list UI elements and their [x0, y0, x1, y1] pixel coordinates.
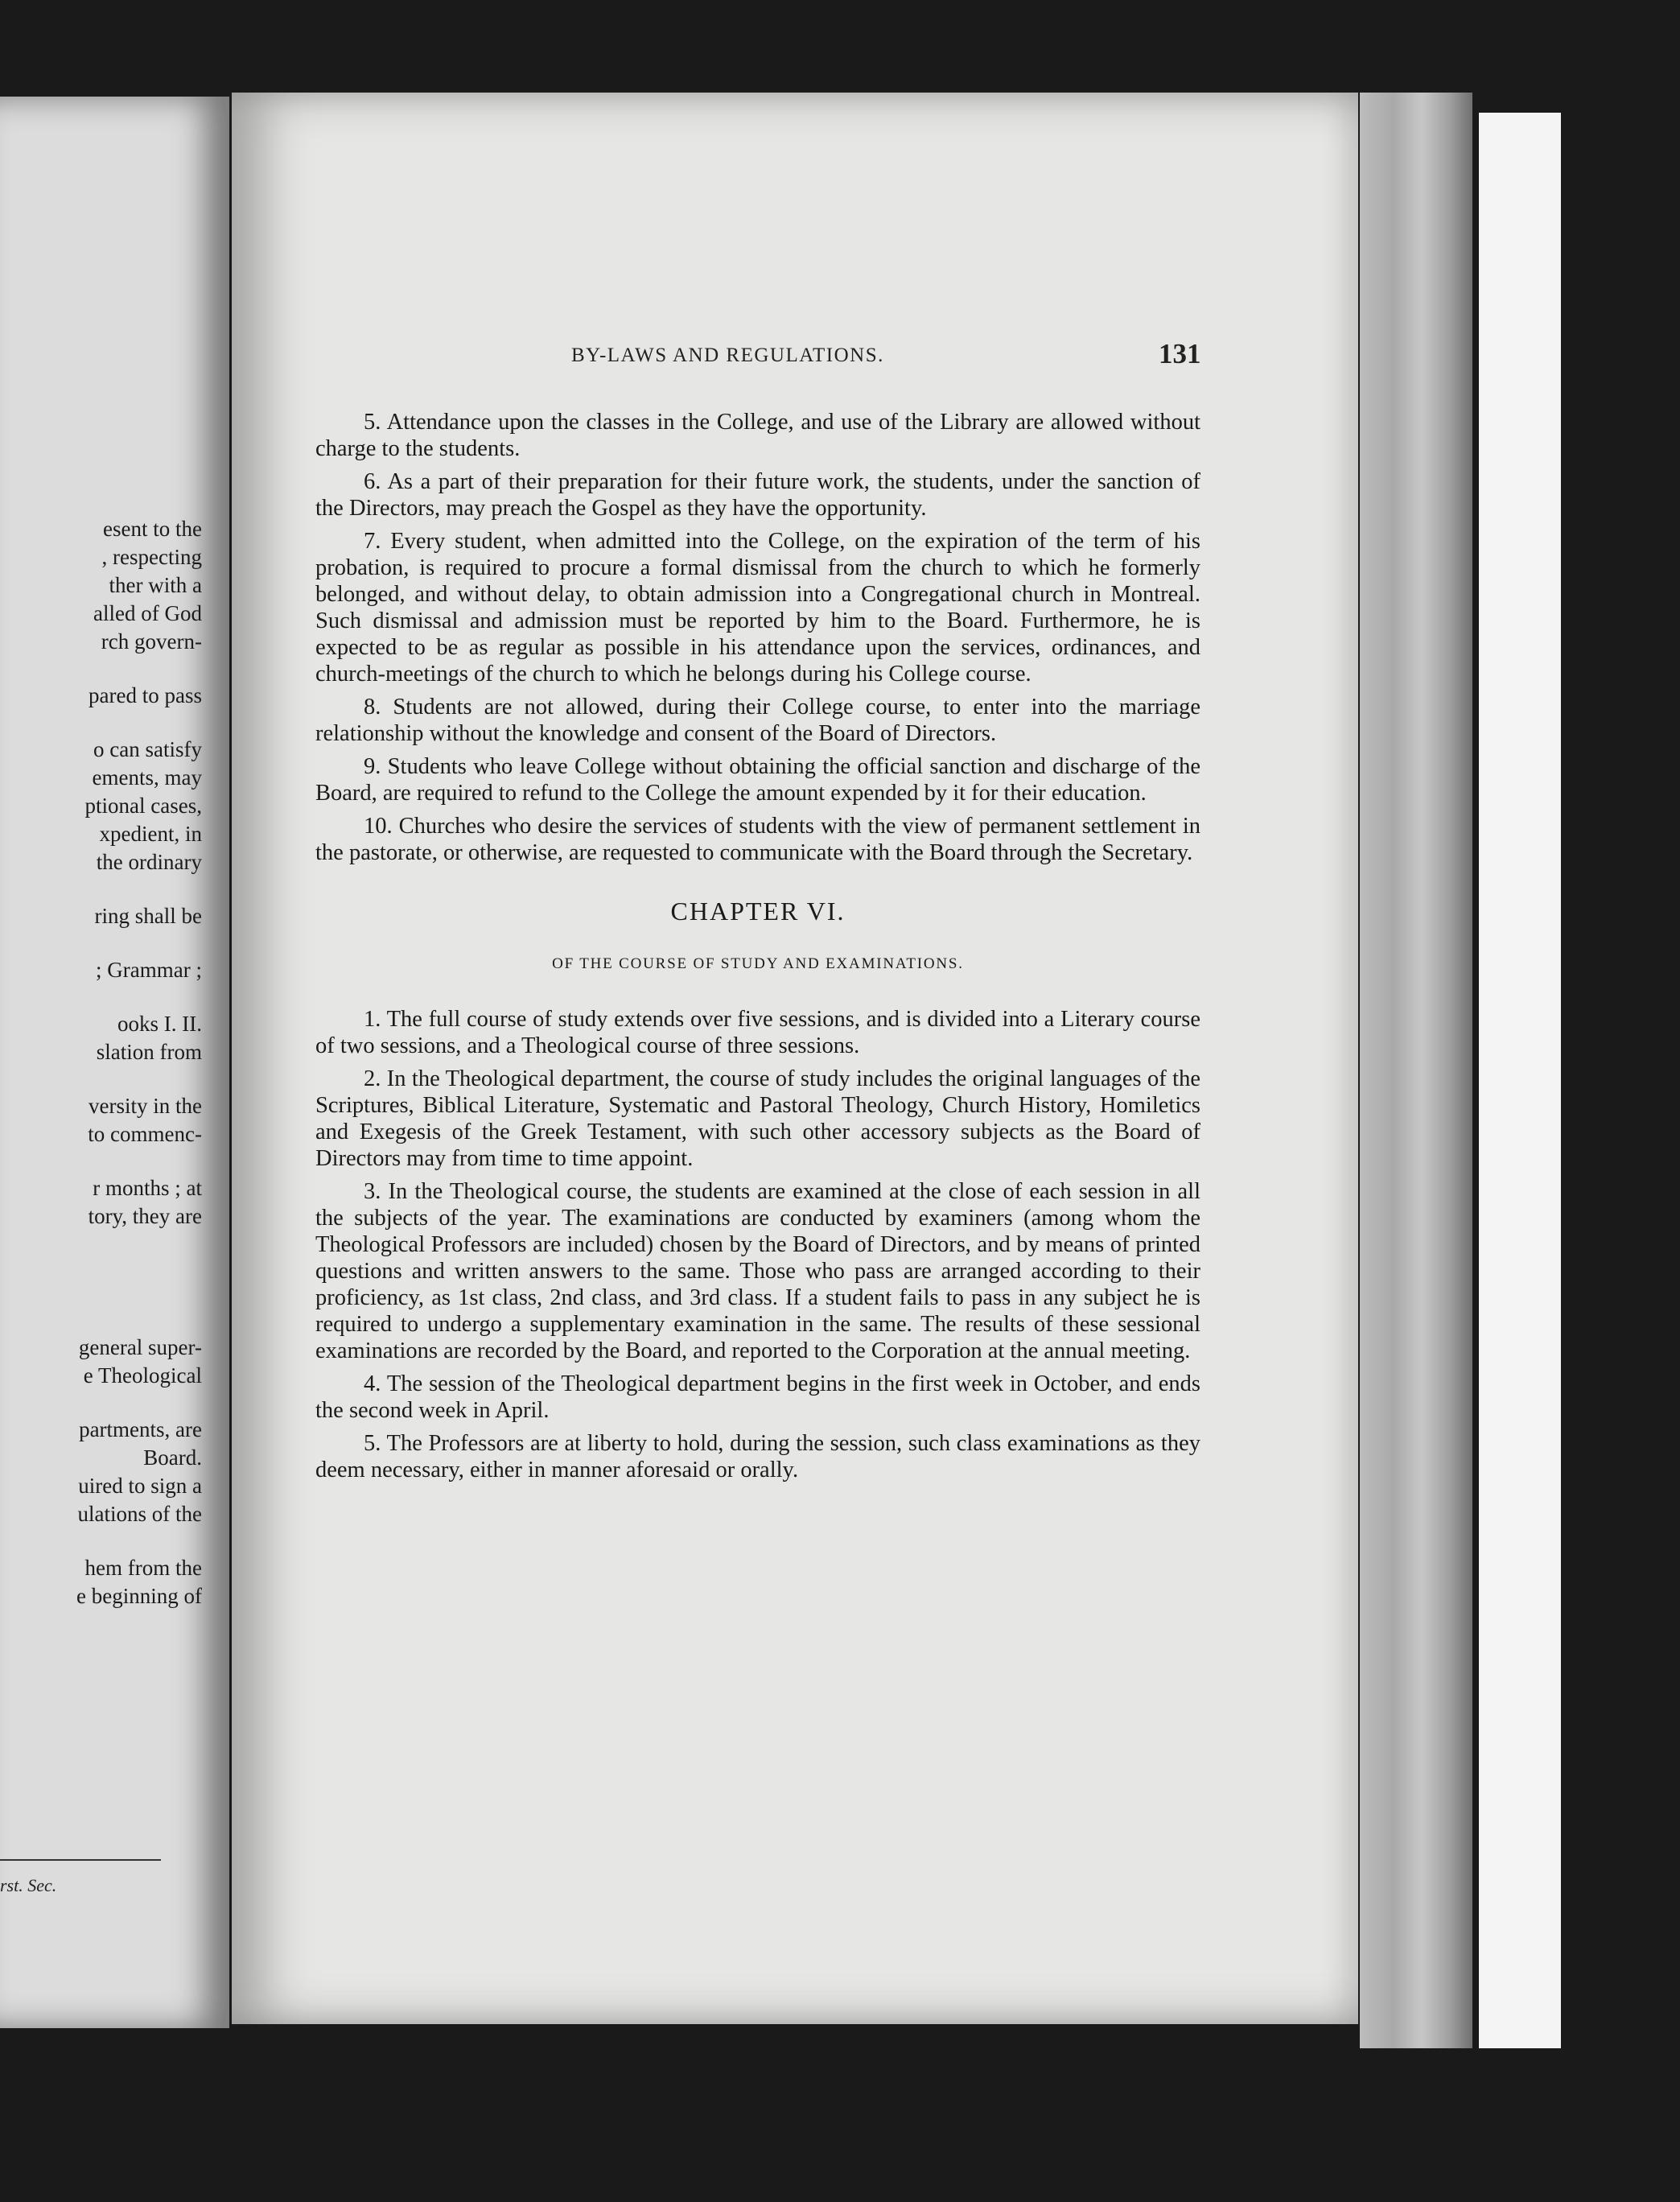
- page-number: 131: [1159, 338, 1201, 369]
- paragraph: 6. As a part of their preparation for their future work, the students, under the sanction of the Directors, may preach the Gospel as they have the opportunity.: [315, 469, 1200, 521]
- left-page-line: xpedient, in: [99, 822, 202, 846]
- paragraph: 1. The full course of study extends over five sessions, and is divided into a Literary course of two sessions, and a Theological course of three sessions.: [315, 1007, 1200, 1058]
- chapter-subtitle: OF THE COURSE OF STUDY AND EXAMINATIONS.: [552, 955, 964, 972]
- left-page-line: [0, 984, 202, 1010]
- left-page-line: esent to the: [103, 517, 202, 541]
- left-page-line: ulations of the: [77, 1502, 202, 1526]
- left-page-line: e Theological: [83, 1363, 202, 1388]
- left-page-line: general super-: [78, 1335, 202, 1359]
- paragraph: 9. Students who leave College without obtaining the official sanction and discharge of the Board, are required to refund to the College the amount expended by it for their education.: [315, 754, 1200, 806]
- left-page-line: [0, 1256, 202, 1282]
- running-header: BY-LAWS AND REGULATIONS.: [571, 344, 884, 366]
- by-laws-paragraphs: [315, 409, 1200, 866]
- paragraph: 7. Every student, when admitted into the College, on the expiration of the term of his probation, is required to procure a formal dismissal from the church to which he formerly belonged, and without delay, to obtain admission into a Congregational church in Montreal. Such dismissal and admission must be reported by him to the Board. Furthermore, he is expected to be as regular as possible in his attendance upon the services, ordinances, and church-meetings of the church to which he belongs during his College course.: [315, 529, 1200, 687]
- left-page-line: alled of God: [93, 601, 202, 625]
- left-page-line: partments, are: [79, 1417, 202, 1441]
- left-page-line: versity in the: [89, 1094, 202, 1118]
- left-page-line: hem from the: [84, 1556, 202, 1580]
- left-page-line: rch govern-: [101, 629, 202, 654]
- left-page: [0, 97, 229, 2028]
- left-page-line: uired to sign a: [78, 1474, 202, 1498]
- left-page-line: e beginning of: [76, 1584, 202, 1608]
- left-page-line: [0, 656, 202, 682]
- left-page-line: [0, 1148, 202, 1174]
- left-page-line: [0, 930, 202, 956]
- left-page-line: ements, may: [92, 765, 202, 790]
- left-page-line: slation from: [96, 1040, 202, 1064]
- page-edges: [1360, 93, 1472, 2048]
- left-page-line: [0, 876, 202, 902]
- left-page-line: ; Grammar ;: [96, 958, 202, 982]
- left-page-text: [0, 515, 202, 1610]
- paragraph: 8. Students are not allowed, during their College course, to enter into the marriage relationship without the knowledge and consent of the Board of Directors.: [315, 695, 1200, 746]
- left-page-line: [0, 1066, 202, 1092]
- left-page-line: o can satisfy: [93, 737, 202, 761]
- blank-sheet: [1479, 113, 1561, 2048]
- left-page-line: r months ; at: [93, 1176, 202, 1200]
- left-page-line: ooks I. II.: [117, 1012, 202, 1036]
- paragraph: 10. Churches who desire the services of students with the view of permanent settlement in the pastorate, or otherwise, are requested to communicate with the Board through the Secretary.: [315, 814, 1200, 865]
- left-page-line: [0, 710, 202, 736]
- left-page-line: Board.: [143, 1445, 202, 1470]
- paragraph: 5. The Professors are at liberty to hold, during the session, such class examinations as they deem necessary, either in manner aforesaid or orally.: [315, 1431, 1200, 1482]
- left-page-line: [0, 1528, 202, 1554]
- left-page-line: ring shall be: [94, 904, 202, 928]
- chapter-title: CHAPTER VI.: [670, 897, 846, 926]
- left-page-line: , respecting: [101, 545, 202, 569]
- left-page-line: [0, 1282, 202, 1308]
- left-page-line: tory, they are: [88, 1204, 202, 1228]
- footnote-rule: [0, 1859, 161, 1861]
- paragraph: 4. The session of the Theological department begins in the first week in October, and ends the second week in April.: [315, 1371, 1200, 1423]
- left-page-footnote: rst. Sec.: [0, 1875, 57, 1895]
- paragraph: 5. Attendance upon the classes in the College, and use of the Library are allowed without charge to the students.: [315, 410, 1200, 461]
- paragraph: 3. In the Theological course, the students are examined at the close of each session in all the subjects of the year. The examinations are conducted by examiners (among whom the Theological Professors are included) chosen by the Board of Directors, and by means of printed questions and written answers to the same. Those who pass are arranged according to their proficiency, as 1st class, 2nd class, and 3rd class. If a student fails to pass in any subject he is required to undergo a supplementary examination in the same. The results of these sessional examinations are recorded by the Board, and reported to the Corporation at the annual meeting.: [315, 1179, 1200, 1363]
- left-page-line: the ordinary: [96, 850, 202, 874]
- left-page-line: [0, 1308, 202, 1334]
- left-page-line: to commenc-: [88, 1122, 202, 1146]
- left-page-line: ptional cases,: [84, 794, 202, 818]
- page-body: [315, 409, 1200, 1490]
- left-page-line: [0, 1390, 202, 1416]
- left-page-line: [0, 1231, 202, 1256]
- left-page-line: ther with a: [109, 573, 202, 597]
- left-page-line: pared to pass: [89, 683, 202, 707]
- course-of-study-paragraphs: [315, 1006, 1200, 1483]
- paragraph: 2. In the Theological department, the course of study includes the original languages of the Scriptures, Biblical Literature, Systematic and Pastoral Theology, Church History, Homiletics and Exegesis of the Greek Testament, with such other accessory subjects as the Board of Directors may from time to time appoint.: [315, 1066, 1200, 1171]
